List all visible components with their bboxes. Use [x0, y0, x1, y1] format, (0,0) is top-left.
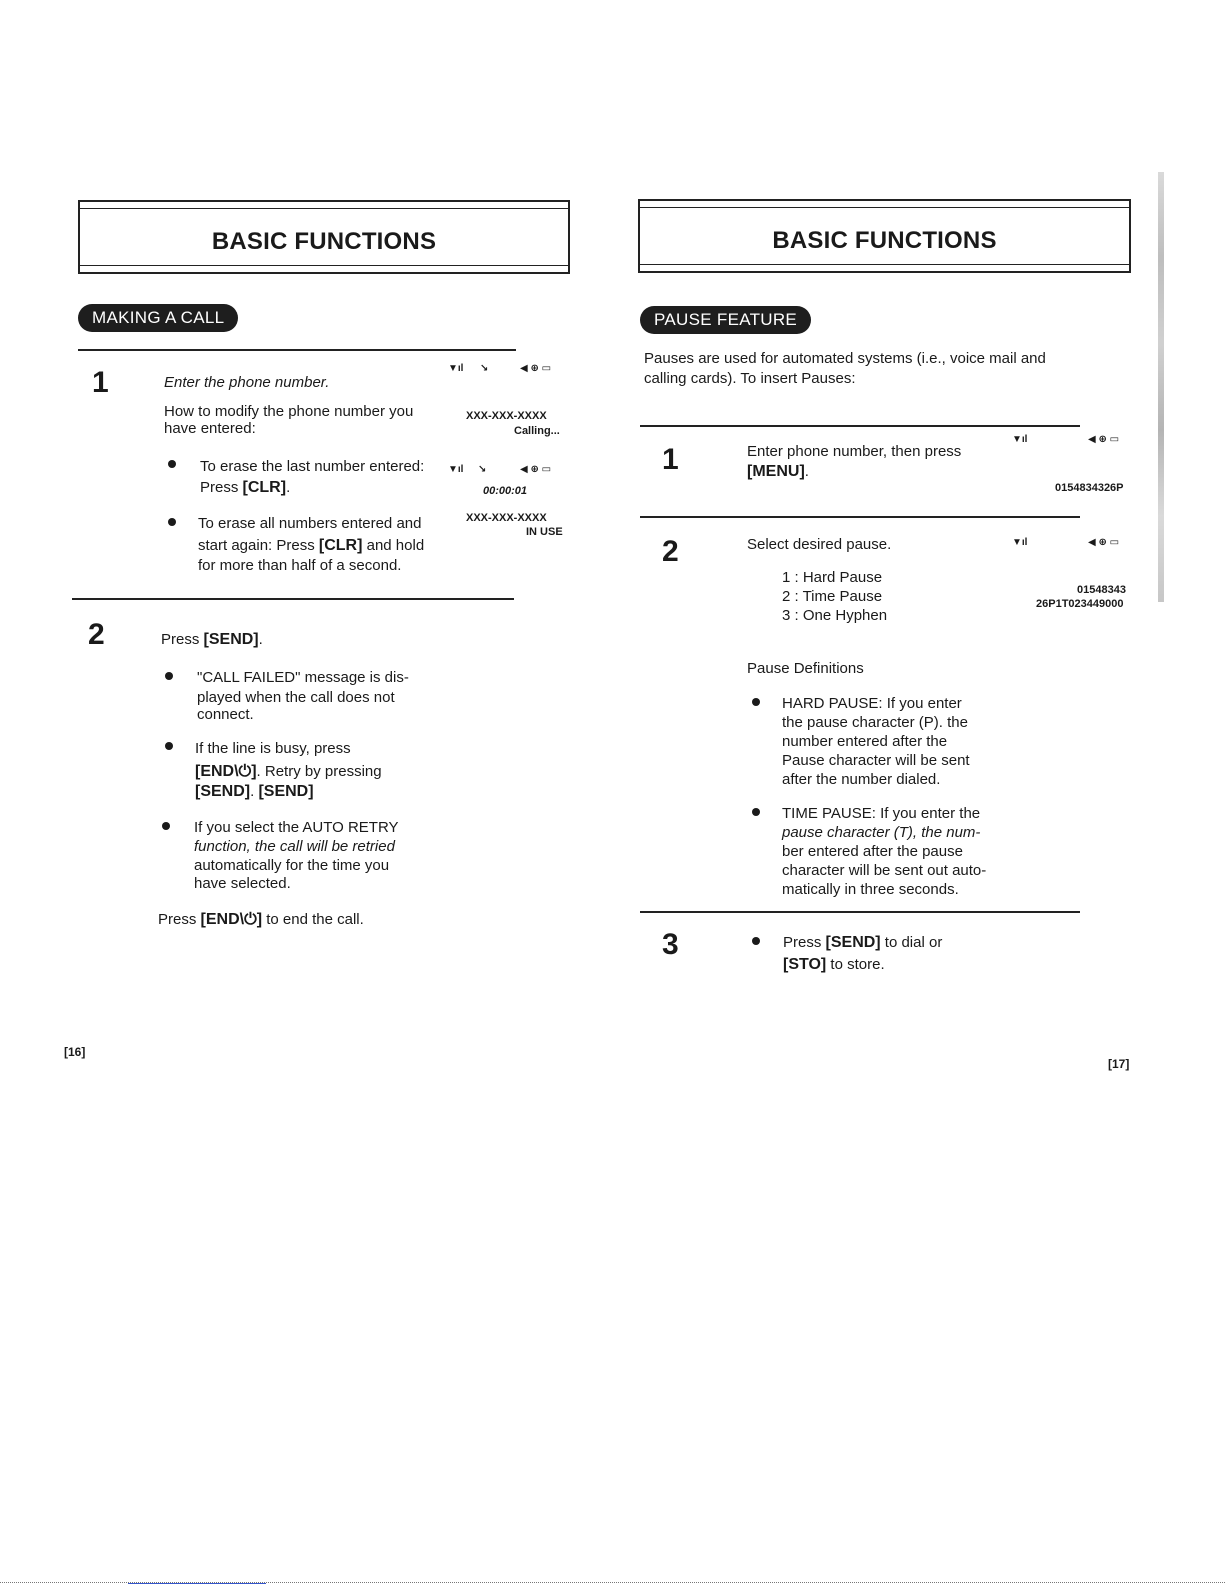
erase-last-line-1: To erase the last number entered: — [200, 458, 425, 475]
time-pause-line-3: ber entered after the pause — [782, 843, 963, 860]
intro-line-2: calling cards). To insert Pauses: — [644, 370, 856, 387]
hard-pause-line-1: HARD PAUSE: If you enter — [782, 695, 962, 712]
display-calling: Calling... — [514, 425, 560, 437]
right-rule-1 — [640, 425, 1080, 427]
hard-pause-line-3: number entered after the — [782, 733, 948, 750]
intro-line-1: Pauses are used for automated systems (i.e., voice mail and — [644, 350, 1046, 367]
left-rule-top — [78, 349, 516, 351]
time-pause-line-5: matically in three seconds. — [782, 881, 959, 898]
pause-option-2: 2 : Time Pause — [782, 588, 883, 605]
erase-all-line-2: start again: Press [CLR] and hold — [198, 537, 425, 554]
send-key: [SEND] — [825, 934, 881, 951]
bullet-dot — [168, 518, 176, 526]
busy-line-2: [END\⏻]. Retry by pressing — [195, 763, 382, 780]
left-rule-middle — [72, 598, 514, 600]
clr-key: [CLR] — [242, 479, 287, 496]
page-number-right: [17] — [1108, 1057, 1130, 1071]
right-rule-2 — [640, 516, 1080, 518]
step3-line-2: [STO] to store. — [783, 956, 885, 973]
display-pause-number: 0154834326P — [1055, 482, 1124, 494]
step-number-2: 2 — [88, 618, 105, 651]
bullet-dot — [165, 742, 173, 750]
step-number-1: 1 — [92, 366, 109, 399]
signal-icon: ▼ıl — [448, 363, 464, 374]
left-header-title: BASIC FUNCTIONS — [211, 228, 437, 255]
left-header-box — [78, 200, 570, 274]
failed-line-1: "CALL FAILED" message is dis- — [197, 669, 409, 686]
page-edge-shadow — [1158, 172, 1164, 602]
hard-pause-line-5: after the number dialed. — [782, 771, 941, 788]
pause-option-1: 1 : Hard Pause — [782, 569, 883, 586]
right-step1-line-2: [MENU]. — [747, 463, 809, 480]
clr-key: [CLR] — [318, 537, 363, 554]
step3-line-1: Press [SEND] to dial or — [783, 934, 943, 951]
send-key: [SEND] — [203, 631, 259, 648]
right-step1-line-1: Enter phone number, then press — [747, 443, 962, 460]
signal-icon: ▼ıl — [448, 464, 464, 475]
send-key: [SEND] — [195, 783, 251, 800]
erase-all-line-1: To erase all numbers entered and — [198, 515, 422, 532]
time-pause-line-4: character will be sent out auto- — [782, 862, 987, 879]
failed-line-2: played when the call does not — [197, 689, 395, 706]
end-key: [END\⏻] — [195, 763, 257, 780]
step-number-1: 1 — [662, 443, 679, 476]
end-call-instruction: Press [END\⏻] to end the call. — [158, 911, 364, 928]
select-pause-line: Select desired pause. — [747, 536, 892, 553]
modify-line-1: How to modify the phone number you — [164, 403, 414, 420]
signal-icon: ▼ıl — [1012, 537, 1028, 548]
bullet-dot — [168, 460, 176, 468]
hard-pause-line-2: the pause character (P). the — [782, 714, 968, 731]
send-key: [SEND] — [258, 783, 314, 800]
section-pill-pause-feature: PAUSE FEATURE — [640, 306, 811, 334]
display-number-in-use: XXX-XXX-XXXX — [466, 512, 547, 524]
display-timer: 00:00:01 — [483, 485, 528, 497]
roaming-icon: ↘ — [480, 363, 489, 374]
bottom-link-line — [128, 1583, 266, 1584]
busy-line-3: [SEND]. [SEND] — [195, 783, 314, 800]
display-in-use: IN USE — [526, 526, 563, 538]
display-pause-line-2: 26P1T023449000 — [1036, 598, 1124, 610]
time-pause-line-1: TIME PAUSE: If you enter the — [782, 805, 981, 822]
sto-key: [STO] — [783, 956, 827, 973]
bullet-dot — [752, 808, 760, 816]
erase-last-line-2: Press [CLR]. — [200, 479, 291, 496]
battery-status-icons: ◀ ⊕ ▭ — [520, 363, 552, 374]
erase-all-line-3: for more than half of a second. — [198, 557, 402, 574]
display-number: XXX-XXX-XXXX — [466, 410, 547, 422]
hard-pause-line-4: Pause character will be sent — [782, 752, 970, 769]
retry-line-2: function, the call will be retried — [194, 838, 395, 855]
display-pause-line-1: 01548343 — [1077, 584, 1126, 596]
retry-line-1: If you select the AUTO RETRY — [194, 819, 399, 836]
signal-icon: ▼ıl — [1012, 434, 1028, 445]
retry-line-3: automatically for the time you — [194, 857, 390, 874]
busy-line-1: If the line is busy, press — [195, 740, 351, 757]
bullet-dot — [162, 822, 170, 830]
bullet-dot — [752, 937, 760, 945]
step2-press-send: Press [SEND]. — [161, 631, 263, 648]
roaming-icon: ↘ — [478, 464, 487, 475]
battery-status-icons: ◀ ⊕ ▭ — [1088, 434, 1120, 445]
pause-option-3: 3 : One Hyphen — [782, 607, 888, 624]
battery-status-icons: ◀ ⊕ ▭ — [520, 464, 552, 475]
right-header-title: BASIC FUNCTIONS — [772, 227, 997, 254]
failed-line-3: connect. — [197, 706, 254, 723]
menu-key: [MENU] — [747, 463, 805, 480]
step1-instruction: Enter the phone number. — [164, 374, 330, 391]
right-header-box — [638, 199, 1131, 273]
end-key: [END\⏻] — [200, 911, 263, 928]
right-rule-3 — [640, 911, 1080, 913]
step-number-3: 3 — [662, 928, 679, 961]
pause-definitions-title: Pause Definitions — [747, 660, 864, 677]
bullet-dot — [165, 672, 173, 680]
retry-line-4: have selected. — [194, 875, 291, 892]
step-number-2: 2 — [662, 535, 679, 568]
section-pill-making-a-call: MAKING A CALL — [78, 304, 238, 332]
page-number-left: [16] — [64, 1045, 86, 1059]
time-pause-line-2: pause character (T), the num- — [782, 824, 981, 841]
battery-status-icons: ◀ ⊕ ▭ — [1088, 537, 1120, 548]
modify-line-2: have entered: — [164, 420, 256, 437]
bullet-dot — [752, 698, 760, 706]
